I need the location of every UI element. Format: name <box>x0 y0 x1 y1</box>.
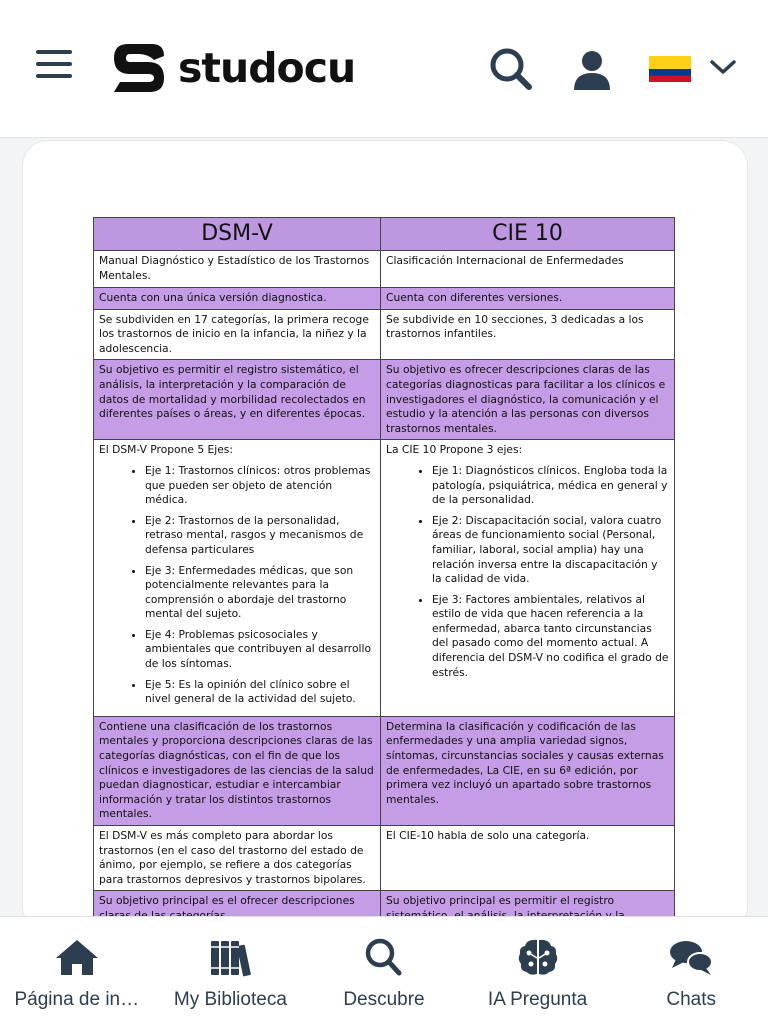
list-item: • Eje 3: Factores ambientales, relativos al estilo de vida que hacen referencia a la enfermedad, abarca tanto circunstancias del pasado como del momento actual. A diferencia del DSM-V no codifica el grado de estrés. <box>432 593 669 681</box>
cie-axes-intro: La CIE 10 Propone 3 ejes: <box>386 443 523 457</box>
search-icon[interactable] <box>488 46 534 92</box>
column-header-cie: CIE 10 <box>381 218 675 251</box>
list-item: • Eje 1: Diagnósticos clínicos. Engloba toda la patología, psiquiátrica, médica en general y de la personalidad. <box>432 464 669 508</box>
list-item: • Eje 2: Discapacitación social, valora cuatro áreas de funcionamiento social (Personal, familiar, laboral, social amplia) hay una relación inversa entre la discapacitación y la calidad de vida. <box>432 514 669 587</box>
list-item: • Eje 4: Problemas psicosociales y ambientales que contribuyen al desarrollo de los síntomas. <box>145 628 375 672</box>
search-icon <box>361 937 407 977</box>
dsm-axes-list <box>99 464 375 707</box>
brain-icon <box>515 937 561 977</box>
nav-label: My Biblioteca <box>173 989 287 1010</box>
table-row <box>94 826 675 891</box>
table-cell: Se subdivide en 10 secciones, 3 dedicadas a los trastornos infantiles. <box>381 309 675 360</box>
table-cell: Su objetivo es permitir el registro sistemático, el análisis, la interpretación y la comparación de datos de mortalidad y morbilidad recolectados en diferentes países o áreas, y en diferentes épocas. <box>94 360 381 440</box>
nav-label: Descubre <box>343 989 425 1010</box>
table-header-row <box>94 218 675 251</box>
table-cell <box>381 440 675 717</box>
colombia-flag-icon[interactable] <box>649 56 691 82</box>
table-cell: Determina la clasificación y codificación de las enfermedades y una amplia variedad signos, síntomas, circunstancias sociales y causas externas de enfermedades, La CIE, en su 6ª edición, por primera vez incluyó un apartado sobre trastornos mentales. <box>381 716 675 825</box>
list-item: • Eje 1: Trastornos clínicos: otros problemas que pueden ser objeto de atención médica. <box>145 464 375 508</box>
table-cell: Cuenta con una única versión diagnostica. <box>94 288 381 310</box>
nav-discover[interactable] <box>307 917 461 1025</box>
table-cell: El DSM-V es más completo para abordar los trastornos (en el caso del trastorno del estado de ánimo, por ejemplo, se refiere a dos categorías para trastornos depresivos y trastornos bipolares. <box>94 826 381 891</box>
table-cell: Contiene una clasificación de los trastornos mentales y proporciona descripciones claras de las categorías diagnósticas, con el fin de que los clínicos e investigadores de las ciencias de la salud puedan diagnosticar, estudiar e intercambiar información y tratar los distintos trastornos mentales. <box>94 716 381 825</box>
table-cell: Manual Diagnóstico y Estadístico de los Trastornos Mentales. <box>94 251 381 288</box>
document-page <box>22 140 748 932</box>
table-row <box>94 440 675 717</box>
bottom-navigation <box>0 916 768 1025</box>
table-cell: Clasificación Internacional de Enfermedades <box>381 251 675 288</box>
list-item: • Eje 3: Enfermedades médicas, que son potencialmente relevantes para la comprensión o abordaje del trastorno mental del sujeto. <box>145 564 375 622</box>
nav-ai-question[interactable] <box>461 917 615 1025</box>
table-row <box>94 309 675 360</box>
nav-label: IA Pregunta <box>487 989 588 1010</box>
table-cell: Se subdividen en 17 categorías, la primera recoge los trastornos de inicio en la infancia, la niñez y la adolescencia. <box>94 309 381 360</box>
brand-name: studocu <box>178 44 356 92</box>
top-bar <box>0 0 768 138</box>
library-icon <box>207 937 253 977</box>
table-row <box>94 716 675 825</box>
cie-axes-list <box>386 464 669 680</box>
studocu-logo[interactable] <box>108 38 355 98</box>
chat-bubbles-icon <box>668 937 714 977</box>
comparison-table <box>93 217 675 928</box>
nav-label: Chats <box>666 989 716 1010</box>
nav-library[interactable] <box>154 917 308 1025</box>
dsm-axes-intro: El DSM-V Propone 5 Ejes: <box>99 443 233 457</box>
column-header-dsm: DSM-V <box>94 218 381 251</box>
table-cell: Cuenta con diferentes versiones. <box>381 288 675 310</box>
nav-home[interactable] <box>0 917 154 1025</box>
table-cell <box>94 440 381 717</box>
chevron-down-icon[interactable] <box>708 56 738 78</box>
list-item: • Eje 2: Trastornos de la personalidad, retraso mental, rasgos y mecanismos de defensa particulares <box>145 514 375 558</box>
hamburger-menu-icon[interactable] <box>36 50 74 84</box>
studocu-s-icon <box>108 38 170 98</box>
list-item: • Eje 5: Es la opinión del clínico sobre el nivel general de la actividad del sujeto. <box>145 678 375 707</box>
table-row <box>94 288 675 310</box>
table-row <box>94 251 675 288</box>
table-row <box>94 360 675 440</box>
table-cell: Su objetivo es ofrecer descripciones claras de las categorías diagnosticas para facilitar a los clínicos e investigadores el diagnóstico, la comunicación y el estudio y la atención a las personas con diversos trastornos mentales. <box>381 360 675 440</box>
home-icon <box>54 937 100 977</box>
table-cell: Su objetivo principal es permitir el registro <box>381 891 675 927</box>
table-cell: El CIE-10 habla de solo una categoría. <box>381 826 675 891</box>
user-icon[interactable] <box>570 48 614 92</box>
nav-chats[interactable] <box>614 917 768 1025</box>
table-cell: Su objetivo principal es el ofrecer descripciones <box>94 891 381 927</box>
nav-label: Página de in… <box>14 989 140 1010</box>
